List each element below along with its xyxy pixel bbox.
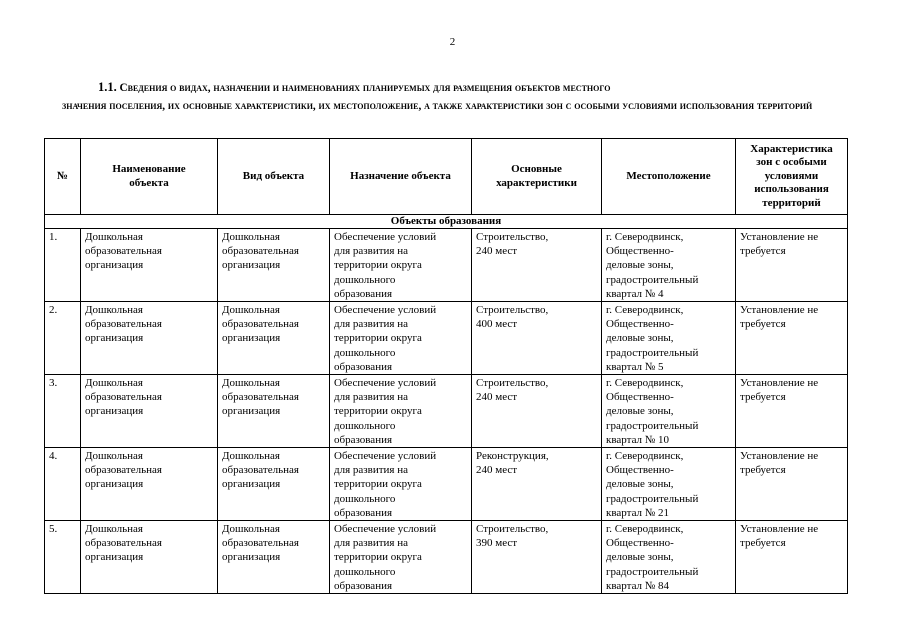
object-type: Дошкольная образовательная организация: [218, 521, 330, 594]
column-header-zones: Характеристика зон с особыми условиями использования территорий: [736, 139, 848, 215]
section-heading: [62, 78, 842, 115]
object-name: Дошкольная образовательная организация: [81, 521, 218, 594]
object-location: г. Северодвинск, Общественно- деловые зоны, градостроительный квартал № 84: [602, 521, 736, 594]
object-location: г. Северодвинск, Общественно- деловые зоны, градостроительный квартал № 5: [602, 302, 736, 375]
object-name: Дошкольная образовательная организация: [81, 229, 218, 302]
objects-table: [44, 138, 848, 594]
row-number: 1.: [45, 229, 81, 302]
object-zones: Установление не требуется: [736, 448, 848, 521]
object-characteristics: Строительство, 400 мест: [472, 302, 602, 375]
object-location: г. Северодвинск, Общественно- деловые зоны, градостроительный квартал № 21: [602, 448, 736, 521]
row-number: 4.: [45, 448, 81, 521]
object-characteristics: Строительство, 240 мест: [472, 375, 602, 448]
object-type: Дошкольная образовательная организация: [218, 302, 330, 375]
object-type: Дошкольная образовательная организация: [218, 448, 330, 521]
table-header-row: [45, 139, 848, 215]
row-number: 3.: [45, 375, 81, 448]
section-row: [45, 215, 848, 229]
object-zones: Установление не требуется: [736, 521, 848, 594]
row-number: 2.: [45, 302, 81, 375]
object-zones: Установление не требуется: [736, 302, 848, 375]
object-name: Дошкольная образовательная организация: [81, 448, 218, 521]
object-characteristics: Строительство, 240 мест: [472, 229, 602, 302]
table-row: [45, 302, 848, 375]
column-header-characteristics: Основные характеристики: [472, 139, 602, 215]
object-purpose: Обеспечение условий для развития на территории округа дошкольного образования: [330, 521, 472, 594]
object-purpose: Обеспечение условий для развития на территории округа дошкольного образования: [330, 448, 472, 521]
page-number: 2: [449, 36, 456, 48]
column-header-number: №: [45, 139, 81, 215]
object-type: Дошкольная образовательная организация: [218, 229, 330, 302]
object-purpose: Обеспечение условий для развития на территории округа дошкольного образования: [330, 375, 472, 448]
heading-text-line1: Сведения о видах, назначении и наименованиях планируемых для размещения объектов местного: [119, 82, 611, 94]
object-name: Дошкольная образовательная организация: [81, 375, 218, 448]
object-characteristics: Строительство, 390 мест: [472, 521, 602, 594]
object-characteristics: Реконструкция, 240 мест: [472, 448, 602, 521]
object-purpose: Обеспечение условий для развития на территории округа дошкольного образования: [330, 229, 472, 302]
table-row: [45, 448, 848, 521]
object-zones: Установление не требуется: [736, 375, 848, 448]
column-header-location: Местоположение: [602, 139, 736, 215]
object-purpose: Обеспечение условий для развития на территории округа дошкольного образования: [330, 302, 472, 375]
object-zones: Установление не требуется: [736, 229, 848, 302]
column-header-purpose: Назначение объекта: [330, 139, 472, 215]
column-header-type: Вид объекта: [218, 139, 330, 215]
section-title: Объекты образования: [45, 215, 848, 229]
object-location: г. Северодвинск, Общественно- деловые зоны, градостроительный квартал № 10: [602, 375, 736, 448]
row-number: 5.: [45, 521, 81, 594]
object-name: Дошкольная образовательная организация: [81, 302, 218, 375]
heading-number: 1.1.: [98, 80, 117, 94]
table-row: [45, 375, 848, 448]
column-header-name: Наименование объекта: [81, 139, 218, 215]
object-location: г. Северодвинск, Общественно- деловые зоны, градостроительный квартал № 4: [602, 229, 736, 302]
object-type: Дошкольная образовательная организация: [218, 375, 330, 448]
table-row: [45, 229, 848, 302]
heading-text-rest: значения поселения, их основные характеристики, их местоположение, а также характеристики зон с особыми условиями использования территорий: [62, 100, 813, 112]
table-row: [45, 521, 848, 594]
